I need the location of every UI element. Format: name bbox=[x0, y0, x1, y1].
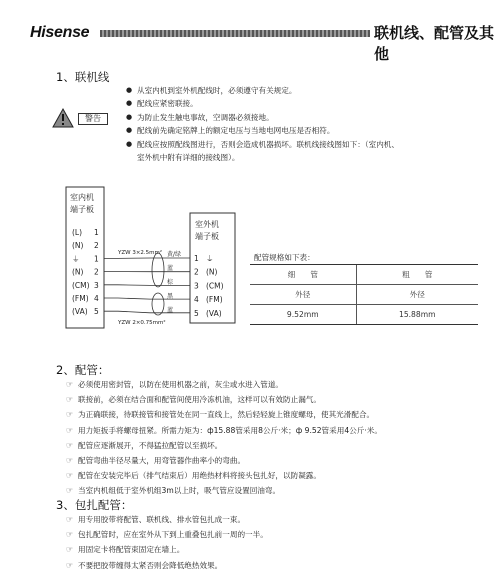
warning-badge: 警告 bbox=[78, 113, 108, 125]
wire bbox=[104, 285, 190, 286]
indoor-terminal-number: 1 bbox=[94, 254, 99, 263]
table-cell: 15.88mm bbox=[356, 305, 478, 325]
table-cell: 外径 bbox=[356, 285, 478, 305]
wire bbox=[104, 298, 190, 299]
table-row bbox=[250, 285, 478, 305]
outdoor-terminal-number: 5 bbox=[194, 309, 199, 318]
wire bbox=[104, 311, 190, 313]
table-cell: 外径 bbox=[250, 285, 356, 305]
outdoor-terminal-label: (VA) bbox=[206, 309, 222, 318]
section1-heading: 1、联机线 bbox=[56, 69, 109, 85]
indoor-terminal-number: 5 bbox=[94, 307, 99, 316]
pipe-spec-table bbox=[250, 264, 478, 325]
page-title: 联机线、配管及其他 bbox=[374, 22, 500, 64]
wire-color-label: 蓝 bbox=[167, 264, 173, 272]
indoor-terminal-number: 3 bbox=[94, 281, 99, 290]
list-item: ☞ 用专用胶带将配管、联机线、排水管包扎成一束。 bbox=[66, 512, 486, 527]
outdoor-terminal-rows bbox=[194, 254, 224, 318]
wire-group bbox=[104, 258, 190, 313]
wire-color-label: 棕 bbox=[167, 278, 173, 286]
list-item: ☞ 包扎配管时，应在室外从下到上重叠包扎前一周的一半。 bbox=[66, 527, 486, 542]
list-item: ☞ 必须使用密封管，以防在使用机器之前，灰尘或水进入管道。 bbox=[66, 377, 486, 392]
indoor-terminal-label: (N) bbox=[72, 241, 84, 250]
wire-color-label: 蓝 bbox=[167, 306, 173, 314]
section3-heading: 3、包扎配管： bbox=[56, 497, 132, 513]
indoor-title-2: 端子板 bbox=[70, 204, 94, 214]
indoor-terminal-label: (N) bbox=[72, 268, 84, 277]
indoor-terminal-number: 4 bbox=[94, 294, 99, 303]
signal-cable-bundle bbox=[152, 293, 164, 315]
list-item: ☞ 当室内机组低于室外机组3m以上时，吸气管应设置回油弯。 bbox=[66, 483, 486, 498]
indoor-terminal-label: (CM) bbox=[72, 281, 90, 290]
wire-color-label: 黄/绿 bbox=[167, 250, 181, 258]
list-item: ☞ 不要把胶带缠得太紧否则会降低绝热效果。 bbox=[66, 558, 486, 573]
list-item: ☞ 配管在安装完毕后（排气结束后）用绝热材料将接头包扎好，以防凝露。 bbox=[66, 468, 486, 483]
spec-title: 配管规格如下表： bbox=[254, 252, 315, 263]
outdoor-terminal-number: 4 bbox=[194, 295, 199, 304]
cable-label-power: YZW 3×2.5mm² bbox=[117, 249, 162, 256]
list-item: ☞ 用固定卡将配管束固定在墙上。 bbox=[66, 542, 486, 557]
wire-color-label: 黑 bbox=[167, 292, 174, 300]
table-cell: 9.52mm bbox=[250, 305, 356, 325]
list-item: ● 从室内机到室外机配线时，必须遵守有关规定。 bbox=[126, 84, 476, 97]
list-item: ☞ 配管弯曲半径尽量大，用弯管器作曲率小的弯曲。 bbox=[66, 453, 486, 468]
section2-heading: 2、配管： bbox=[56, 362, 109, 378]
table-row bbox=[250, 305, 478, 325]
outdoor-terminal-label: (FM) bbox=[206, 295, 223, 304]
list-item: ☞ 为正确联接，待联接管和接管处在同一直线上，然后轻轻旋上锥度螺母，使其光滑配合。 bbox=[66, 407, 486, 422]
indoor-terminal-rows bbox=[72, 228, 99, 316]
indoor-terminal-label: (VA) bbox=[72, 307, 88, 316]
cable-label-signal: YZW 2×0.75mm² bbox=[117, 319, 166, 326]
indoor-terminal-number: 1 bbox=[94, 228, 99, 237]
indoor-terminal-number: 2 bbox=[94, 268, 99, 277]
list-item: ● 配线前先确定铭牌上的额定电压与当地电网电压是否相符。 bbox=[126, 124, 476, 137]
outdoor-title-2: 端子板 bbox=[195, 231, 219, 241]
outdoor-terminal-number: 1 bbox=[194, 254, 199, 263]
table-row bbox=[250, 265, 478, 285]
outdoor-title-1: 室外机 bbox=[195, 219, 219, 229]
outdoor-terminal-label: (CM) bbox=[206, 281, 224, 290]
list-item: ☞ 联接前，必须在结合面和配管间使用冷冻机油，这样可以有效防止漏气。 bbox=[66, 392, 486, 407]
list-item: ☞ 用力矩扳手将螺母扭紧。所需力矩为：ф15.88管采用8公斤·米；ф 9.52管采用4公斤·米。 bbox=[66, 423, 486, 438]
list-item: ● 配线应紧密联接。 bbox=[126, 97, 476, 110]
indoor-title-1: 室内机 bbox=[70, 192, 94, 202]
indoor-terminal-label: (L) bbox=[72, 228, 82, 237]
indoor-terminal-label: ⏚ bbox=[72, 254, 80, 263]
list-item: ☞ 配管应逐渐展开，不得猛拉配管以至损坏。 bbox=[66, 438, 486, 453]
outdoor-terminal-label: ⏚ bbox=[206, 254, 214, 263]
section3-list bbox=[66, 512, 486, 573]
list-item-continuation: 室外机中附有详细的接线图）。 bbox=[126, 151, 476, 164]
indoor-terminal-number: 2 bbox=[94, 241, 99, 250]
table-header-cell: 粗 管 bbox=[356, 265, 478, 285]
outdoor-terminal-number: 3 bbox=[194, 281, 199, 290]
section2-list bbox=[66, 377, 486, 499]
list-item: ● 为防止发生触电事故，空调器必须接地。 bbox=[126, 111, 476, 124]
outdoor-terminal-label: (N) bbox=[206, 268, 218, 277]
outdoor-terminal-number: 2 bbox=[194, 268, 199, 277]
brand-logo: Hisense bbox=[30, 24, 89, 42]
indoor-terminal-label: (FM) bbox=[72, 294, 89, 303]
list-item: ● 配线应按照配线图进行，否则会造成机器损坏。联机线接线图如下：（室内机、 bbox=[126, 138, 476, 151]
table-header-cell: 细 管 bbox=[250, 265, 356, 285]
